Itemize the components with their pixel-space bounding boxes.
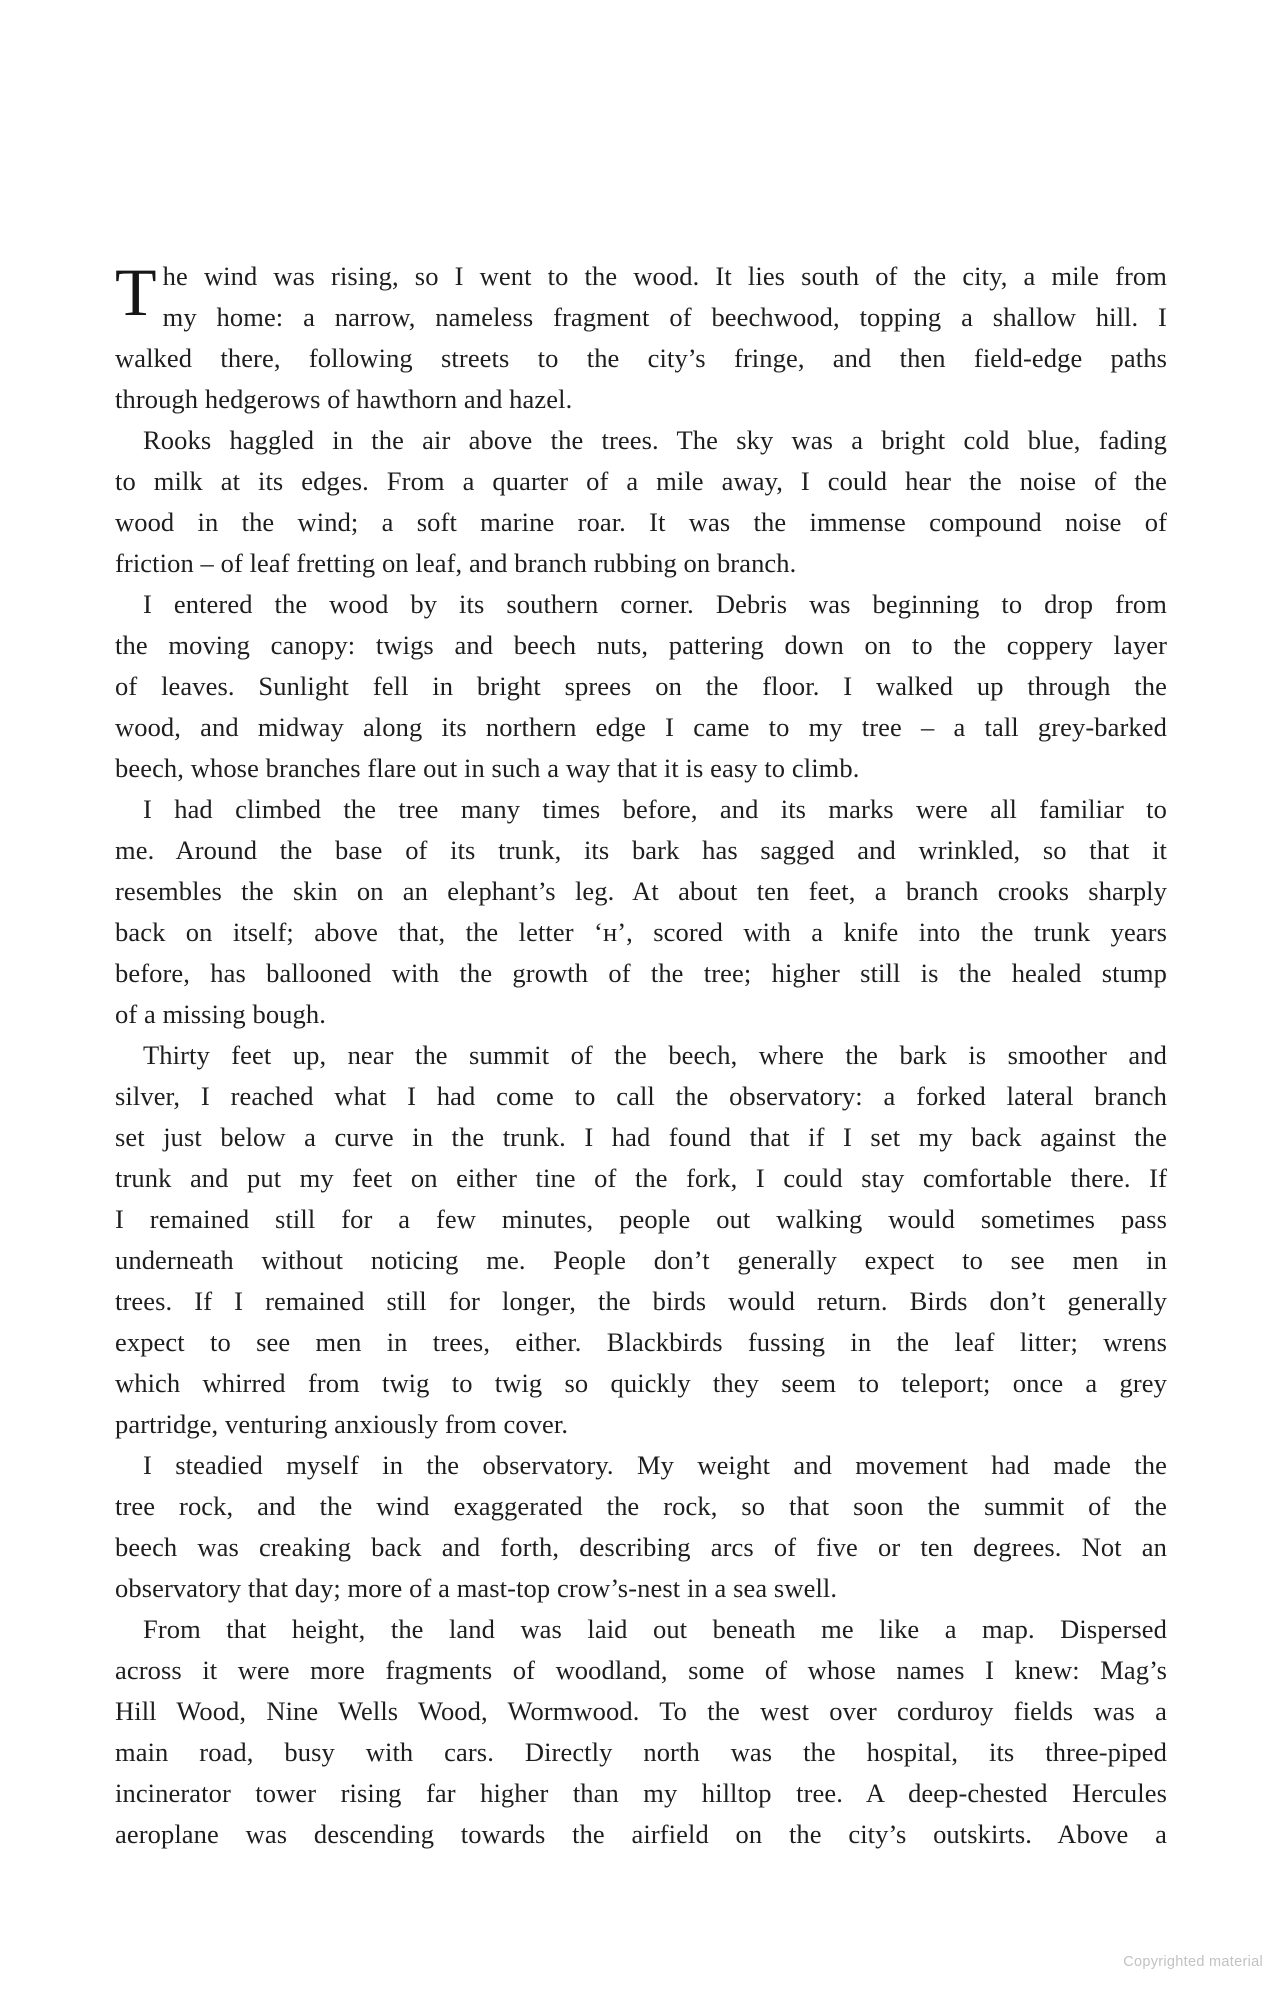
text-line: main road, busy with cars. Directly north was the hospital, its three-piped <box>115 1737 1167 1767</box>
paragraph <box>115 420 1167 584</box>
text-line: of a missing bough. <box>115 999 326 1029</box>
text-line: trunk and put my feet on either tine of the fork, I could stay comfortable there. If <box>115 1163 1167 1193</box>
text-line: I had climbed the tree many times before, and its marks were all familiar to <box>143 794 1167 824</box>
text-line: to milk at its edges. From a quarter of a mile away, I could hear the noise of the <box>115 466 1167 496</box>
text-line: back on itself; above that, the letter ‘ʜ’, scored with a knife into the trunk years <box>115 917 1167 947</box>
text-line: before, has ballooned with the growth of the tree; higher still is the healed stump <box>115 958 1167 988</box>
text-line: trees. If I remained still for longer, the birds would return. Birds don’t generally <box>115 1286 1167 1316</box>
drop-cap-letter: T <box>115 254 157 330</box>
paragraph <box>115 256 1167 420</box>
text-line: beech was creaking back and forth, describing arcs of five or ten degrees. Not an <box>115 1532 1167 1562</box>
text-line: he wind was rising, so I went to the wood. It lies south of the city, a mile from <box>162 261 1167 291</box>
text-line: which whirred from twig to twig so quickly they seem to teleport; once a grey <box>115 1368 1167 1398</box>
text-line: my home: a narrow, nameless fragment of beechwood, topping a shallow hill. I <box>162 302 1167 332</box>
text-line: From that height, the land was laid out beneath me like a map. Dispersed <box>143 1614 1167 1644</box>
text-line: the moving canopy: twigs and beech nuts, pattering down on to the coppery layer <box>115 630 1167 660</box>
paragraph <box>115 584 1167 789</box>
text-line: beech, whose branches flare out in such a way that it is easy to climb. <box>115 753 860 783</box>
text-line: I steadied myself in the observatory. My weight and movement had made the <box>143 1450 1167 1480</box>
text-line: tree rock, and the wind exaggerated the rock, so that soon the summit of the <box>115 1491 1167 1521</box>
text-line: Rooks haggled in the air above the trees. The sky was a bright cold blue, fading <box>143 425 1167 455</box>
text-line: expect to see men in trees, either. Blackbirds fussing in the leaf litter; wrens <box>115 1327 1167 1357</box>
text-line: underneath without noticing me. People don’t generally expect to see men in <box>115 1245 1167 1275</box>
text-line: observatory that day; more of a mast-top crow’s-nest in a sea swell. <box>115 1573 838 1603</box>
text-line: wood, and midway along its northern edge I came to my tree – a tall grey-barked <box>115 712 1167 742</box>
paragraph <box>115 1035 1167 1445</box>
paragraph <box>115 1445 1167 1609</box>
text-line: walked there, following streets to the city’s fringe, and then field-edge paths <box>115 343 1167 373</box>
copyright-watermark: Copyrighted material <box>1123 1954 1263 1970</box>
text-line: aeroplane was descending towards the airfield on the city’s outskirts. Above a <box>115 1819 1167 1849</box>
text-line: me. Around the base of its trunk, its bark has sagged and wrinkled, so that it <box>115 835 1167 865</box>
text-line: of leaves. Sunlight fell in bright sprees on the floor. I walked up through the <box>115 671 1167 701</box>
paragraph <box>115 789 1167 1035</box>
text-line: across it were more fragments of woodland, some of whose names I knew: Mag’s <box>115 1655 1167 1685</box>
paragraph <box>115 1609 1167 1855</box>
page-text <box>115 256 1167 1855</box>
text-line: Hill Wood, Nine Wells Wood, Wormwood. To the west over corduroy fields was a <box>115 1696 1167 1726</box>
text-line: set just below a curve in the trunk. I had found that if I set my back against the <box>115 1122 1167 1152</box>
text-line: incinerator tower rising far higher than my hilltop tree. A deep-chested Hercules <box>115 1778 1167 1808</box>
text-line: resembles the skin on an elephant’s leg. At about ten feet, a branch crooks sharply <box>115 876 1167 906</box>
text-line: I remained still for a few minutes, people out walking would sometimes pass <box>115 1204 1167 1234</box>
text-line: through hedgerows of hawthorn and hazel. <box>115 384 573 414</box>
text-line: I entered the wood by its southern corner. Debris was beginning to drop from <box>143 589 1167 619</box>
text-line: Thirty feet up, near the summit of the beech, where the bark is smoother and <box>143 1040 1167 1070</box>
text-line: silver, I reached what I had come to call the observatory: a forked lateral branch <box>115 1081 1167 1111</box>
text-line: wood in the wind; a soft marine roar. It was the immense compound noise of <box>115 507 1167 537</box>
text-line: friction – of leaf fretting on leaf, and branch rubbing on branch. <box>115 548 797 578</box>
text-line: partridge, venturing anxiously from cover. <box>115 1409 569 1439</box>
